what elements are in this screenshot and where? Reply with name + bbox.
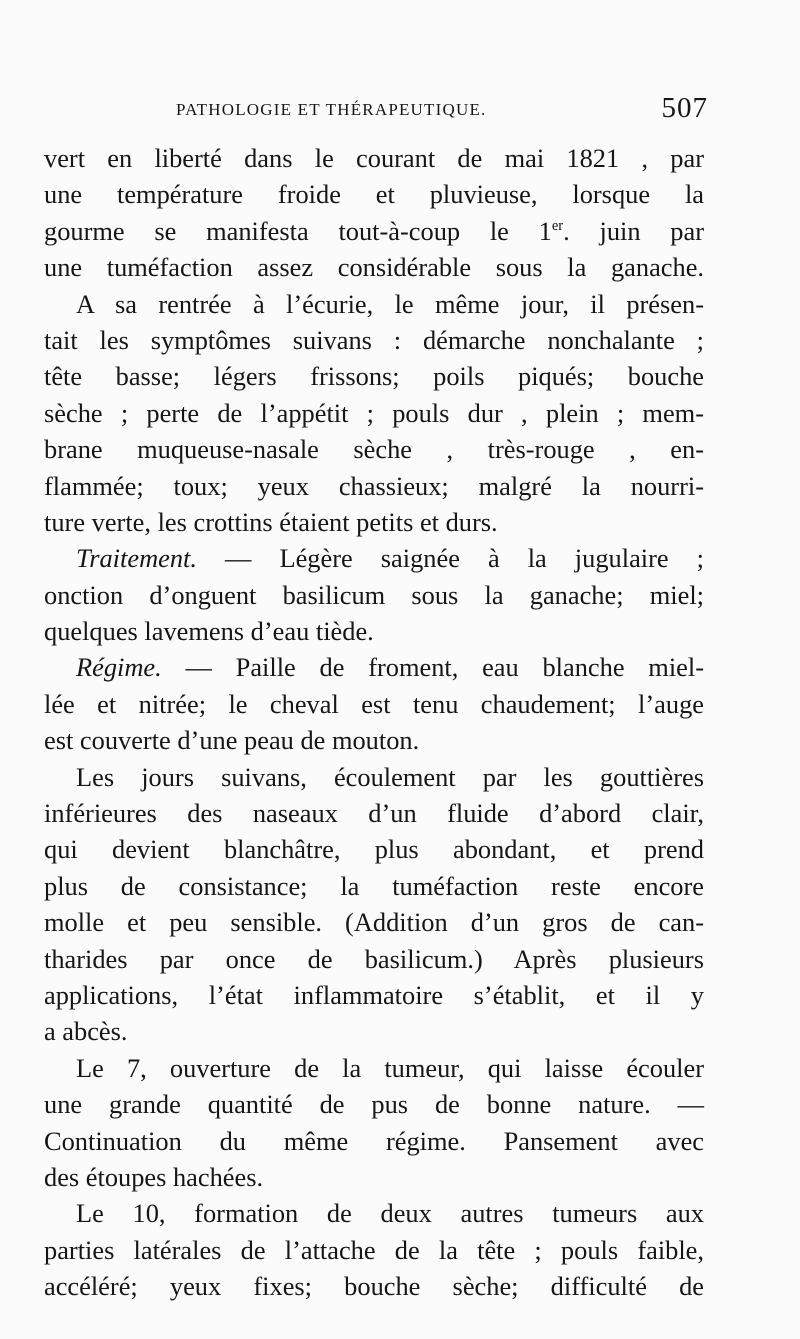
text-line: lée et nitrée; le cheval est tenu chaudement; l’auge: [44, 688, 704, 719]
text-line: Le 10, formation de deux autres tumeurs aux: [76, 1198, 704, 1229]
text-line: [44, 649, 704, 685]
text-segment: . juin par: [563, 215, 705, 246]
text-segment: gourme se manifesta tout-à-coup le 1: [44, 215, 552, 246]
text-line: molle et peu sensible. (Addition d’un gros de can-: [44, 907, 704, 938]
text-line: une grande quantité de pus de bonne nature. —: [44, 1089, 704, 1120]
text-line: quelques lavemens d’eau tiède.: [44, 616, 374, 647]
text-line: ture verte, les crottins étaient petits et durs.: [44, 506, 498, 537]
superscript: er: [551, 217, 564, 234]
text-line: une température froide et pluvieuse, lorsque la: [44, 179, 704, 210]
text-line: tait les symptômes suivans : démarche nonchalante ;: [44, 324, 704, 355]
section-label: Traitement.: [76, 543, 197, 574]
text-line: sèche ; perte de l’appétit ; pouls dur , plein ; mem-: [44, 397, 704, 428]
text-line: Les jours suivans, écoulement par les gouttières: [76, 761, 704, 792]
page-number: 507: [661, 92, 708, 124]
text-line: A sa rentrée à l’écurie, le même jour, il présen-: [76, 288, 704, 319]
text-line: est couverte d’une peau de mouton.: [44, 725, 420, 756]
text-line: onction d’onguent basilicum sous la ganache; miel;: [44, 579, 704, 610]
text-line: [44, 540, 704, 576]
text-line: a abcès.: [44, 1016, 128, 1047]
text-line: vert en liberté dans le courant de mai 1821 , par: [44, 143, 704, 173]
text-line: parties latérales de l’attache de la tête ; pouls faible,: [44, 1234, 704, 1265]
text-line: applications, l’état inflammatoire s’établit, et il y: [44, 979, 704, 1010]
text-line: inférieures des naseaux d’un fluide d’abord clair,: [44, 798, 704, 829]
text-segment: — Légère saignée à la jugulaire ;: [225, 543, 704, 574]
text-segment: — Paille de froment, eau blanche miel-: [185, 652, 704, 683]
text-line: qui devient blanchâtre, plus abondant, et prend: [44, 834, 704, 865]
body-text: [44, 140, 704, 1305]
text-line: une tuméfaction assez considérable sous la ganache.: [44, 252, 704, 283]
text-line: des étoupes hachées.: [44, 1161, 264, 1192]
text-line: Continuation du même régime. Pansement avec: [44, 1125, 704, 1156]
section-label: Régime.: [76, 652, 162, 683]
text-line: tête basse; légers frissons; poils piqués; bouche: [44, 361, 704, 392]
running-head: PATHOLOGIE ET THÉRAPEUTIQUE.: [176, 100, 487, 119]
page-header: [0, 94, 800, 134]
text-line: flammée; toux; yeux chassieux; malgré la nourri-: [44, 470, 704, 501]
text-line: brane muqueuse-nasale sèche , très-rouge , en-: [44, 434, 704, 465]
text-line: Le 7, ouverture de la tumeur, qui laisse écouler: [76, 1052, 704, 1083]
text-line: accéléré; yeux fixes; bouche sèche; difficulté de: [44, 1271, 704, 1302]
text-line: [44, 213, 704, 249]
text-line: tharides par once de basilicum.) Après plusieurs: [44, 943, 704, 974]
text-line: plus de consistance; la tuméfaction reste encore: [44, 870, 704, 901]
